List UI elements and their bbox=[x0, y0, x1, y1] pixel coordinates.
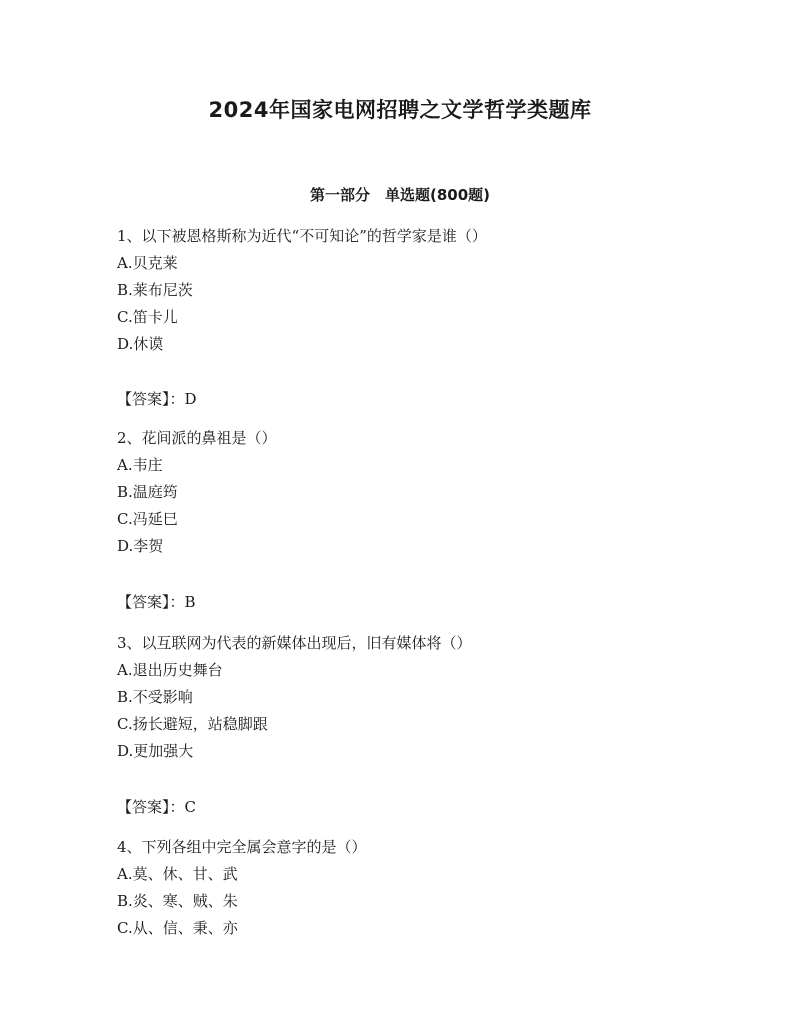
option-b: B.莱布尼茨 bbox=[117, 281, 193, 299]
option-a: A.韦庄 bbox=[117, 456, 163, 474]
question-stem: 2、花间派的鼻祖是（） bbox=[117, 429, 277, 447]
question-1 bbox=[117, 223, 677, 358]
option-c: C.冯延巳 bbox=[117, 510, 178, 528]
option-d: D.休谟 bbox=[117, 335, 164, 353]
option-c: C.笛卡儿 bbox=[117, 308, 178, 326]
option-b: B.不受影响 bbox=[117, 688, 193, 706]
question-stem: 3、以互联网为代表的新媒体出现后，旧有媒体将（） bbox=[117, 634, 472, 652]
option-a: A.贝克莱 bbox=[117, 254, 178, 272]
option-b: B.炎、寒、贼、朱 bbox=[117, 892, 238, 910]
option-d: D.李贺 bbox=[117, 537, 164, 555]
answer-3: 【答案】：C bbox=[117, 798, 196, 816]
question-2 bbox=[117, 425, 677, 560]
option-c: C.从、信、秉、亦 bbox=[117, 919, 238, 937]
question-4 bbox=[117, 834, 677, 942]
answer-2: 【答案】：B bbox=[117, 593, 196, 611]
question-3 bbox=[117, 630, 677, 765]
option-c: C.扬长避短，站稳脚跟 bbox=[117, 715, 268, 733]
option-b: B.温庭筠 bbox=[117, 483, 178, 501]
option-a: A.退出历史舞台 bbox=[117, 661, 223, 679]
option-d: D.更加强大 bbox=[117, 742, 194, 760]
question-stem: 4、下列各组中完全属会意字的是（） bbox=[117, 838, 367, 856]
option-a: A.莫、休、甘、武 bbox=[117, 865, 238, 883]
question-stem: 1、以下被恩格斯称为近代“不可知论”的哲学家是谁（） bbox=[117, 227, 487, 245]
section-title: 第一部分 单选题(800题) bbox=[309, 186, 491, 204]
answer-1: 【答案】：D bbox=[117, 390, 197, 408]
document-title: 2024年国家电网招聘之文学哲学类题库 bbox=[208, 98, 592, 122]
